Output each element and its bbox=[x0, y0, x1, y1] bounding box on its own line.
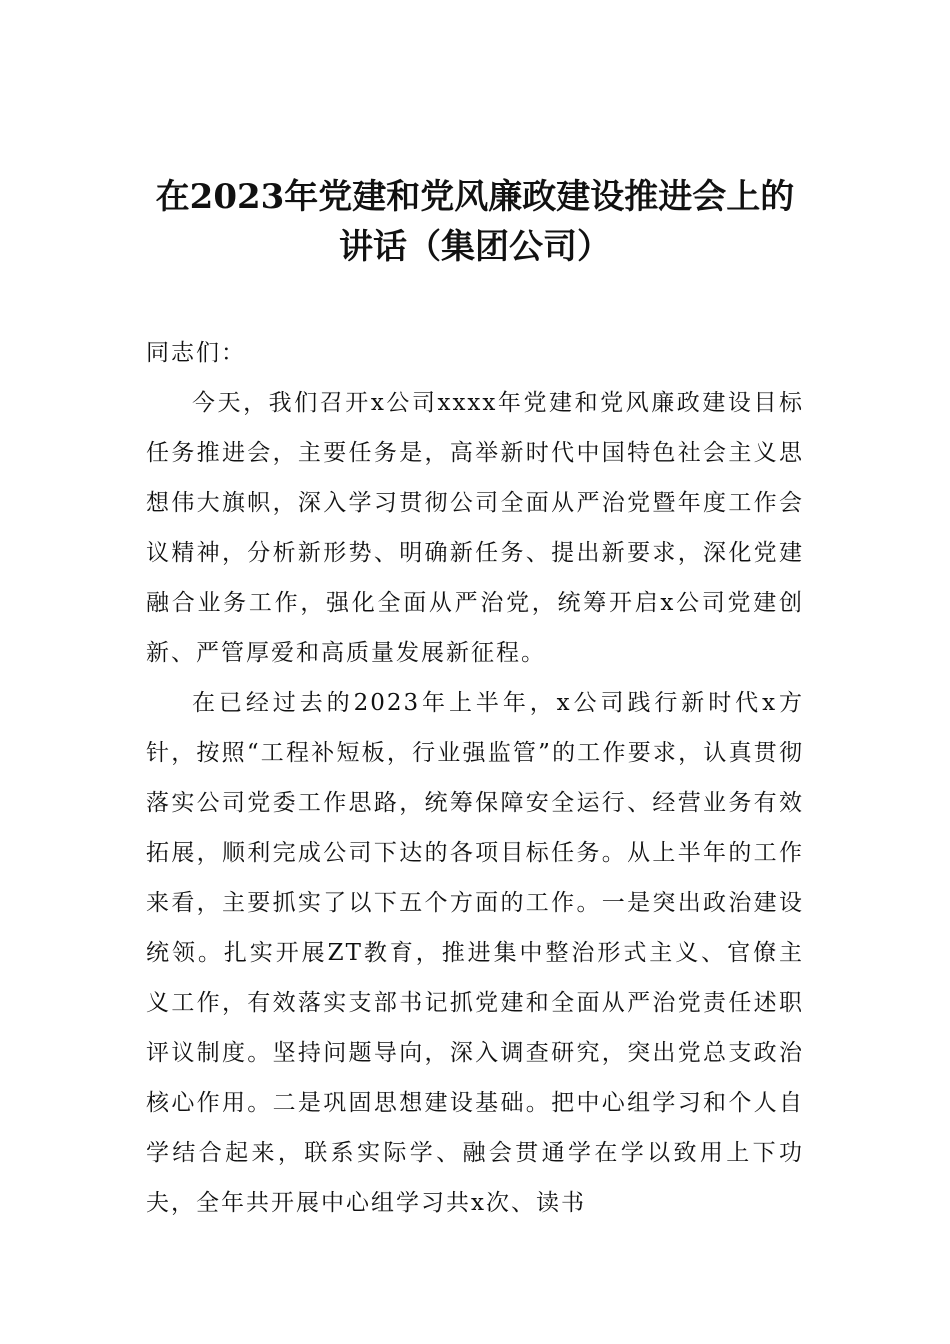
document-title bbox=[100, 172, 850, 272]
paragraph-1: 今天，我们召开x公司xxxx年党建和党风廉政建设目标任务推进会，主要任务是，高举新时代中国特色社会主义思想伟大旗帜，深入学习贯彻公司全面从严治党暨年度工作会议精神，分析新形势、明确新任务、提出新要求，深化党建融合业务工作，强化全面从严治党，统筹开启x公司党建创新、严管厚爱和高质量发展新征程。 bbox=[146, 390, 804, 666]
title-line-2: 讲话（集团公司） bbox=[339, 227, 611, 267]
salutation: 同志们： bbox=[146, 340, 246, 366]
paragraph-2: 在已经过去的2023年上半年，x公司践行新时代x方针，按照“工程补短板，行业强监管”的工作要求，认真贯彻落实公司党委工作思路，统筹保障安全运行、经营业务有效拓展，顺利完成公司下达的各项目标任务。从上半年的工作来看，主要抓实了以下五个方面的工作。一是突出政治建设统领。扎实开展ZT教育，推进集中整治形式主义、官僚主义工作，有效落实支部书记抓党建和全面从严治党责任述职评议制度。坚持问题导向，深入调查研究，突出党总支政治核心作用。二是巩固思想建设基础。把中心组学习和个人自学结合起来，联系实际学、融会贯通学在学以致用上下功夫，全年共开展中心组学习共x次、读书 bbox=[146, 690, 804, 1216]
title-line-1: 在2023年党建和党风廉政建设推进会上的 bbox=[155, 177, 795, 217]
document-body bbox=[146, 328, 804, 1228]
